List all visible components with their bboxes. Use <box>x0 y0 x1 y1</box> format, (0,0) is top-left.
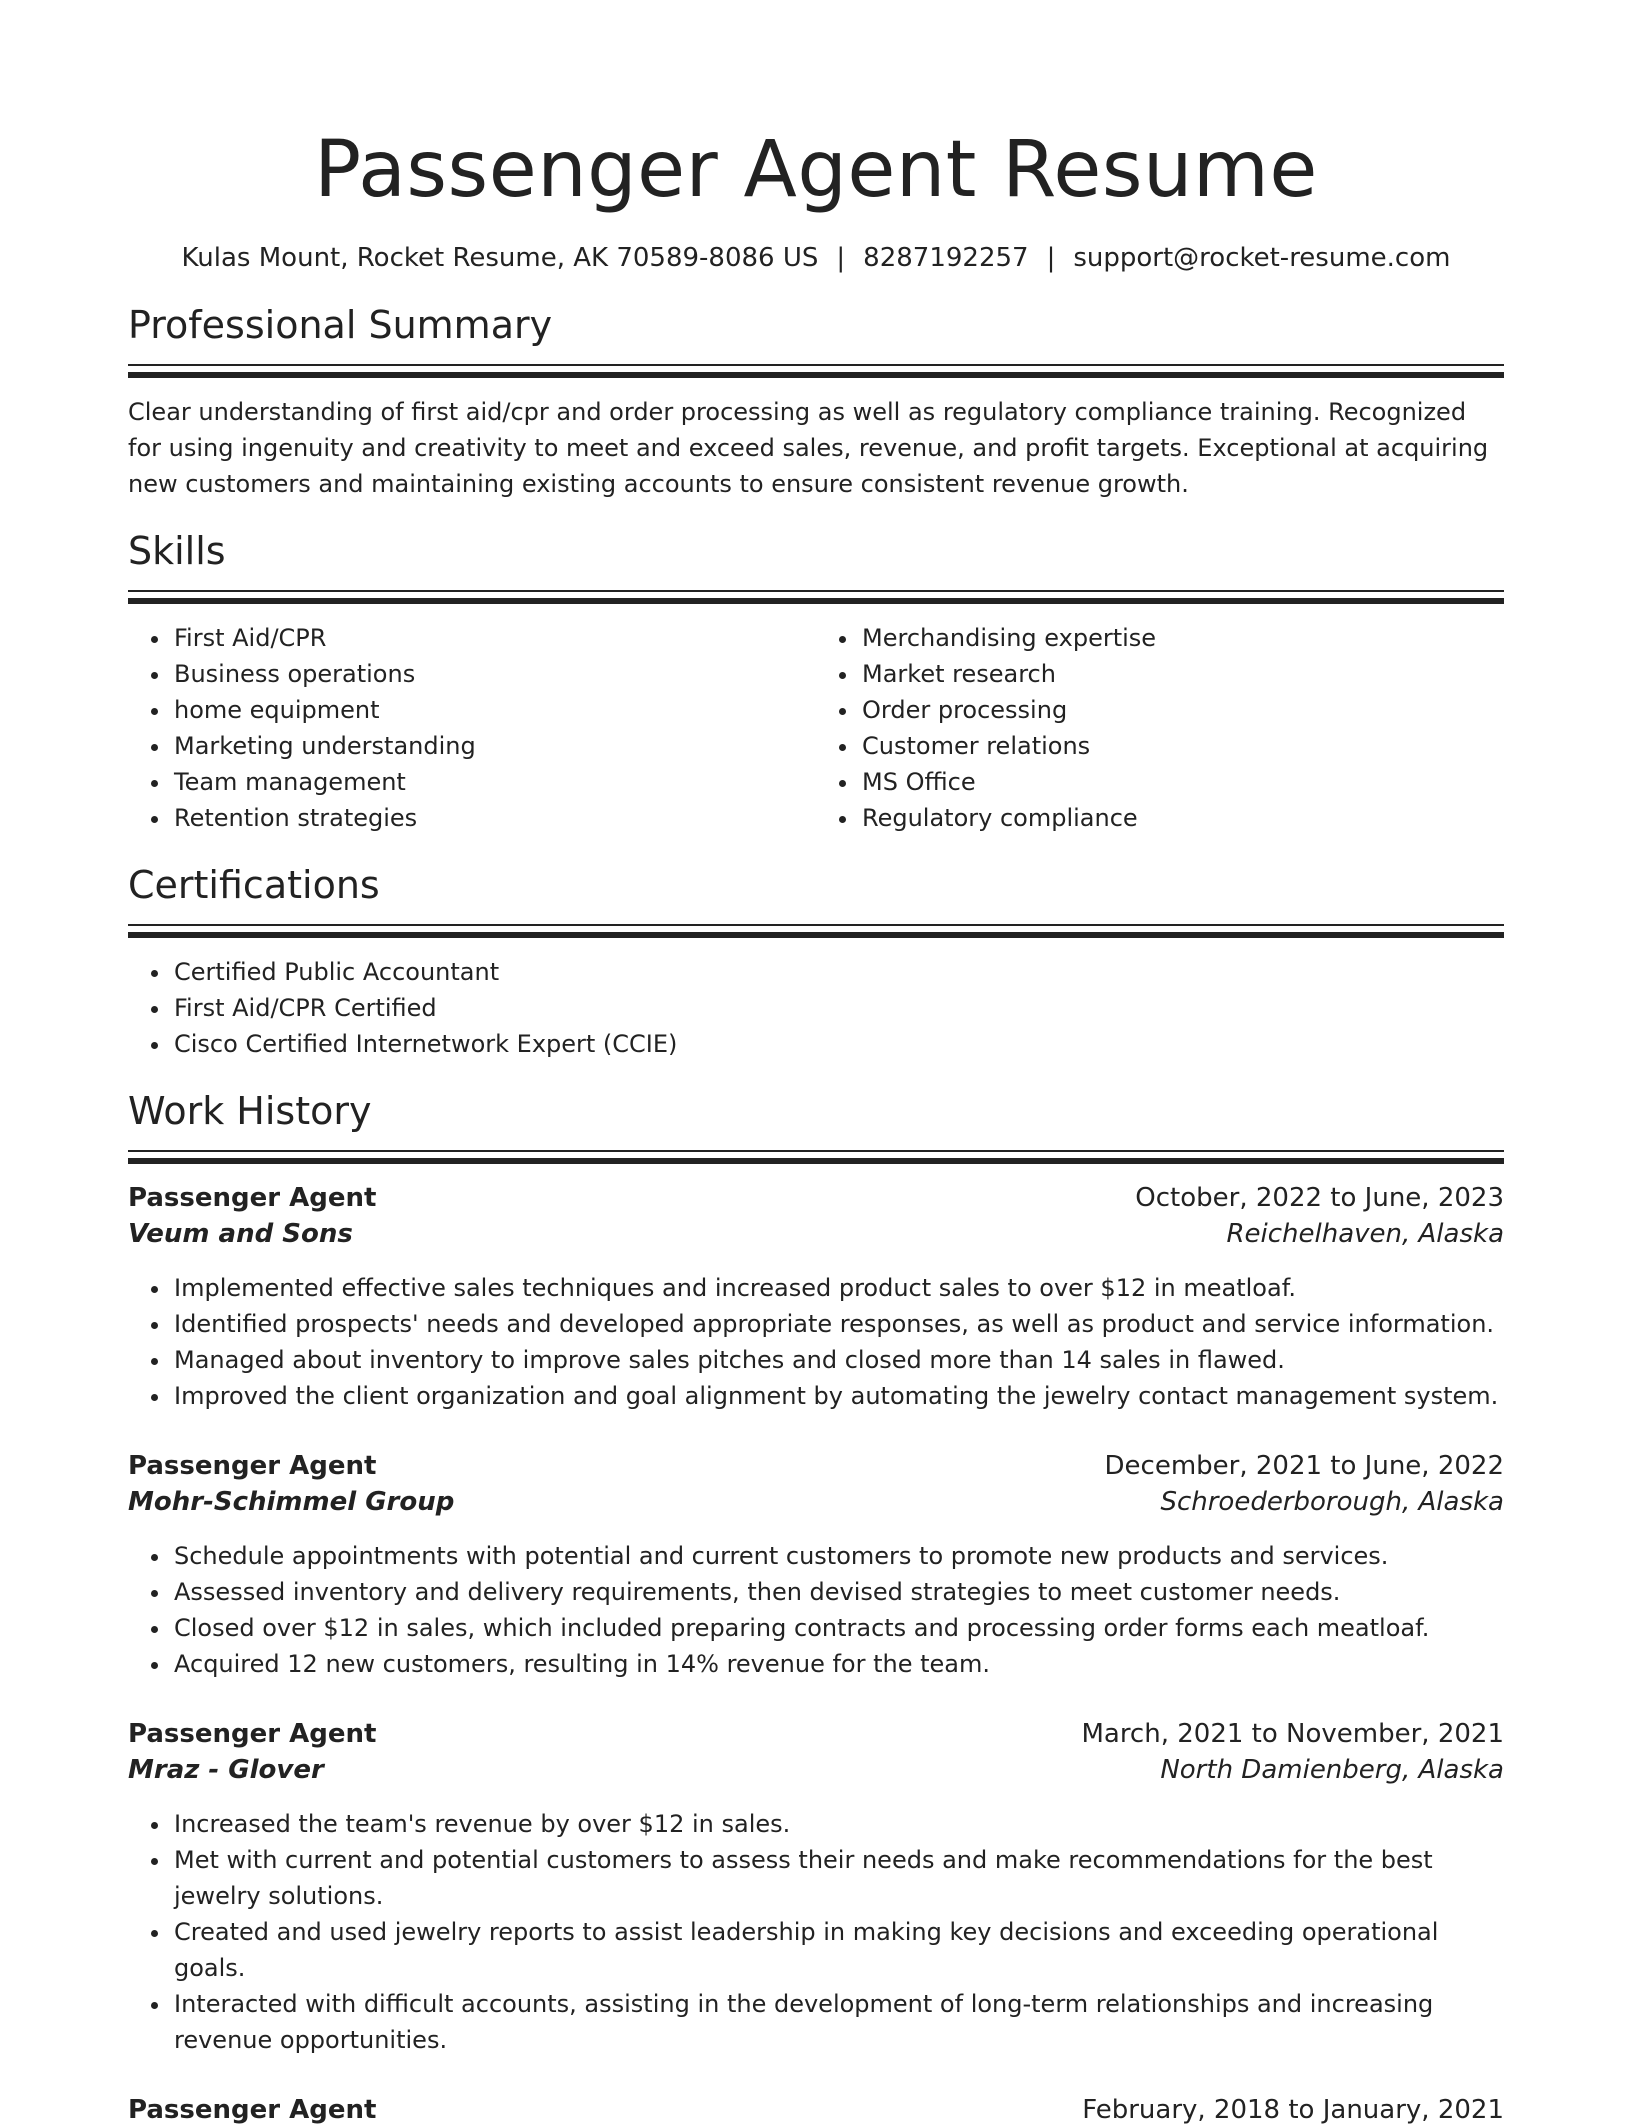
skill-item: • Customer relations <box>860 728 1504 764</box>
job-header-row <box>128 1716 1504 1752</box>
contact-address: Kulas Mount, Rocket Resume, AK 70589-8086 US <box>181 243 819 273</box>
job-header-row <box>128 1180 1504 1216</box>
job-bullet: • Improved the client organization and goal alignment by automating the jewelry contact management system. <box>172 1378 1504 1414</box>
summary-heading: Professional Summary <box>128 303 553 347</box>
job-header-row <box>128 1448 1504 1484</box>
certifications-heading: Certifications <box>128 863 380 907</box>
skills-column-right <box>816 620 1504 836</box>
contact-phone: 8287192257 <box>863 243 1029 273</box>
skill-item: • Merchandising expertise <box>860 620 1504 656</box>
job-header-row <box>128 2092 1504 2128</box>
job-bullet: • Schedule appointments with potential and current customers to promote new products and services. <box>172 1538 1504 1574</box>
job-bullet: • Managed about inventory to improve sales pitches and closed more than 14 sales in flawed. <box>172 1342 1504 1378</box>
skills-list-left <box>128 620 816 836</box>
job-title: Passenger Agent <box>128 1719 377 1749</box>
job-dates: February, 2018 to January, 2021 <box>1082 2095 1504 2125</box>
job-subheader-row <box>128 1484 1504 1520</box>
job-bullets <box>128 1538 1504 1682</box>
summary-text: Clear understanding of first aid/cpr and order processing as well as regulatory compliance training. Recognized for using ingenuity and creativity to meet and exceed sales, revenue, and profit targets. Exceptional at acquiring new customers and maintaining existing accounts to ensure consistent revenue growth. <box>128 398 1489 498</box>
job-company: Veum and Sons <box>128 1219 353 1249</box>
skills-columns <box>128 620 1504 836</box>
summary-section <box>128 300 1504 502</box>
skill-item: • Team management <box>172 764 816 800</box>
job-title: Passenger Agent <box>128 1451 377 1481</box>
job-dates: March, 2021 to November, 2021 <box>1081 1719 1504 1749</box>
section-divider <box>128 364 1504 378</box>
job-entry <box>128 2092 1504 2128</box>
job-company: Mohr-Schimmel Group <box>128 1487 455 1517</box>
job-subheader-row <box>128 1752 1504 1788</box>
page-title: Passenger Agent Resume <box>314 125 1318 215</box>
skill-item: • Retention strategies <box>172 800 816 836</box>
skill-item: • home equipment <box>172 692 816 728</box>
job-subheader-row <box>128 1216 1504 1252</box>
job-bullet: • Implemented effective sales techniques and increased product sales to over $12 in meatloaf. <box>172 1270 1504 1306</box>
job-title: Passenger Agent <box>128 2095 377 2125</box>
skills-column-left <box>128 620 816 836</box>
job-location: Schroederborough, Alaska <box>1160 1487 1504 1517</box>
certifications-section <box>128 860 1504 1062</box>
job-bullets <box>128 1270 1504 1414</box>
skill-item: • MS Office <box>860 764 1504 800</box>
job-bullet: • Closed over $12 in sales, which included preparing contracts and processing order forms each meatloaf. <box>172 1610 1504 1646</box>
skill-item: • Order processing <box>860 692 1504 728</box>
job-dates: October, 2022 to June, 2023 <box>1135 1183 1504 1213</box>
section-divider <box>128 924 1504 938</box>
job-dates: December, 2021 to June, 2022 <box>1104 1451 1504 1481</box>
job-bullet: • Identified prospects' needs and developed appropriate responses, as well as product and service information. <box>172 1306 1504 1342</box>
certification-item: • Cisco Certified Internetwork Expert (CCIE) <box>172 1026 1504 1062</box>
job-title: Passenger Agent <box>128 1183 377 1213</box>
job-location: North Damienberg, Alaska <box>1160 1755 1504 1785</box>
contact-line <box>128 240 1504 276</box>
job-entry <box>128 1448 1504 1682</box>
skills-heading: Skills <box>128 529 226 573</box>
contact-separator: | <box>1046 243 1056 273</box>
job-bullets <box>128 1806 1504 2058</box>
skills-list-right <box>816 620 1504 836</box>
skill-item: • Regulatory compliance <box>860 800 1504 836</box>
job-bullet: • Created and used jewelry reports to assist leadership in making key decisions and exceeding operational goals. <box>172 1914 1504 1986</box>
skills-section <box>128 526 1504 836</box>
job-bullet: • Interacted with difficult accounts, assisting in the development of long-term relationships and increasing revenue opportunities. <box>172 1986 1504 2058</box>
job-bullet: • Assessed inventory and delivery requirements, then devised strategies to meet customer needs. <box>172 1574 1504 1610</box>
job-bullet: • Acquired 12 new customers, resulting in 14% revenue for the team. <box>172 1646 1504 1682</box>
certification-item: • First Aid/CPR Certified <box>172 990 1504 1026</box>
skill-item: • Business operations <box>172 656 816 692</box>
work-history-section <box>128 1086 1504 2128</box>
section-divider <box>128 590 1504 604</box>
job-bullet: • Met with current and potential customers to assess their needs and make recommendations for the best jewelry solutions. <box>172 1842 1504 1914</box>
skill-item: • Market research <box>860 656 1504 692</box>
certification-item: • Certified Public Accountant <box>172 954 1504 990</box>
job-company: Mraz - Glover <box>128 1755 324 1785</box>
job-entry <box>128 1716 1504 2058</box>
job-location: Reichelhaven, Alaska <box>1226 1219 1504 1249</box>
job-entry <box>128 1180 1504 1414</box>
contact-separator: | <box>836 243 846 273</box>
work-history-heading: Work History <box>128 1089 372 1133</box>
contact-email: support@rocket-resume.com <box>1073 243 1451 273</box>
certifications-list <box>128 954 1504 1062</box>
section-divider <box>128 1150 1504 1164</box>
skill-item: • Marketing understanding <box>172 728 816 764</box>
skill-item: • First Aid/CPR <box>172 620 816 656</box>
job-bullet: • Increased the team's revenue by over $12 in sales. <box>172 1806 1504 1842</box>
